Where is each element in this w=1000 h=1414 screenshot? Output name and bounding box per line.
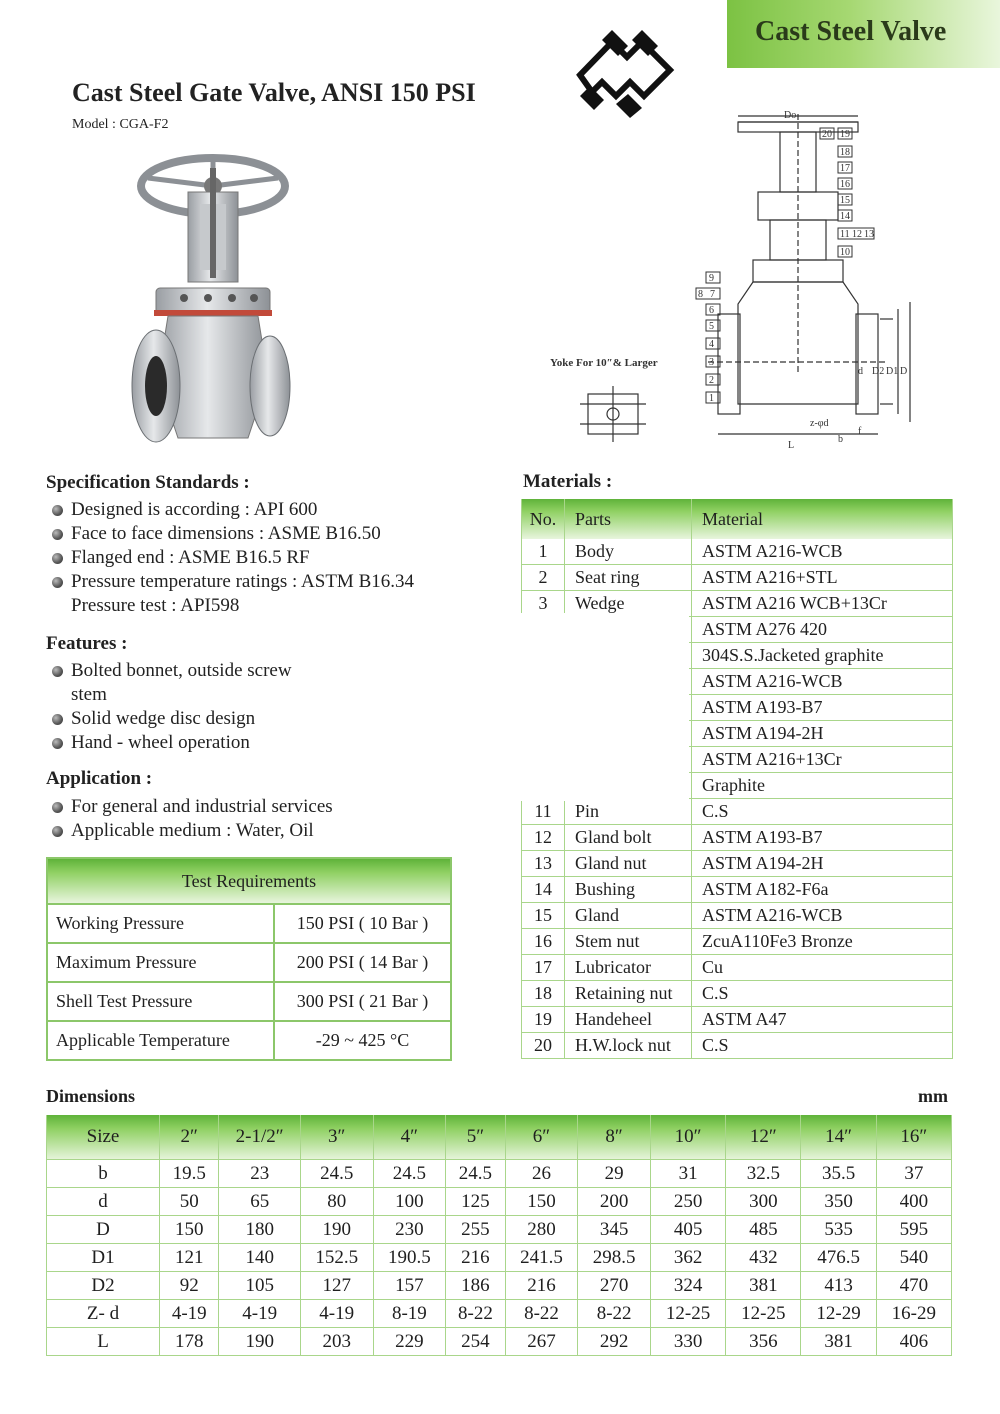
dim-label-z: z-φd bbox=[810, 418, 829, 429]
callout-1: 1 bbox=[709, 393, 714, 404]
dimension-value: 400 bbox=[876, 1188, 951, 1216]
list-item-continuation: stem bbox=[71, 684, 107, 705]
dimension-value: 100 bbox=[373, 1188, 446, 1216]
table-row bbox=[47, 1160, 952, 1188]
dim-label-d: d bbox=[858, 366, 863, 377]
dimension-value: 8-22 bbox=[578, 1300, 651, 1328]
material-cell-part: Gland nut bbox=[565, 851, 692, 877]
product-title: Cast Steel Gate Valve, ANSI 150 PSI bbox=[72, 78, 476, 107]
material-cell-part: Lubricator bbox=[565, 955, 692, 981]
dimension-value: 152.5 bbox=[300, 1244, 373, 1272]
material-cell-mat: C.S bbox=[692, 799, 953, 825]
callout-14: 14 bbox=[840, 211, 850, 222]
bullet-icon bbox=[52, 666, 63, 677]
test-requirements-table bbox=[46, 857, 452, 1061]
yoke-label: Yoke For 10″& Larger bbox=[550, 357, 658, 369]
table-row bbox=[47, 1021, 451, 1060]
dimension-value: 29 bbox=[578, 1160, 651, 1188]
dimension-value: 381 bbox=[726, 1272, 801, 1300]
material-cell-mat: ASTM A194-2H bbox=[692, 851, 953, 877]
application-heading: Application : bbox=[46, 768, 153, 789]
dimension-value: 32.5 bbox=[726, 1160, 801, 1188]
model-number: Model : CGA-F2 bbox=[72, 117, 169, 132]
spec-heading: Specification Standards : bbox=[46, 472, 250, 493]
table-row bbox=[522, 1007, 953, 1033]
dimensions-unit: mm bbox=[918, 1086, 948, 1106]
dimension-value: 476.5 bbox=[801, 1244, 876, 1272]
dimension-label: D2 bbox=[47, 1272, 160, 1300]
dim-label-d2: D2 bbox=[872, 366, 885, 377]
material-cell-mat: 304S.S.Jacketed graphite bbox=[692, 643, 953, 669]
dimension-label: L bbox=[47, 1328, 160, 1356]
dimension-value: 12-25 bbox=[650, 1300, 725, 1328]
material-cell-part: Wedge bbox=[565, 591, 692, 617]
table-row bbox=[47, 982, 451, 1021]
list-item: Bolted bonnet, outside screw bbox=[46, 659, 292, 683]
header-badge bbox=[727, 0, 1000, 68]
dimension-value: 203 bbox=[300, 1328, 373, 1356]
table-row bbox=[522, 825, 953, 851]
material-cell-no: 18 bbox=[522, 981, 565, 1007]
size-column-header: 6″ bbox=[505, 1115, 578, 1160]
material-cell-no: 3 bbox=[522, 591, 565, 617]
dimension-value: 8-22 bbox=[446, 1300, 505, 1328]
callout-16: 16 bbox=[840, 179, 850, 190]
material-cell-mat: ASTM A216 WCB+13Cr bbox=[692, 591, 953, 617]
callout-11: 11 bbox=[840, 229, 850, 240]
material-cell-mat: C.S bbox=[692, 1033, 953, 1059]
callout-8: 8 bbox=[698, 289, 703, 300]
callout-20: 20 bbox=[822, 129, 832, 140]
size-column-header: 2-1/2″ bbox=[219, 1115, 300, 1160]
material-cell-no: 19 bbox=[522, 1007, 565, 1033]
material-cell-mat: ASTM A276 420 bbox=[692, 617, 953, 643]
dimension-value: 24.5 bbox=[446, 1160, 505, 1188]
drawing-label-top: Do bbox=[784, 110, 797, 121]
table-row bbox=[47, 904, 451, 943]
dim-label-D: D bbox=[900, 366, 908, 377]
dimension-value: 470 bbox=[876, 1272, 951, 1300]
table-row bbox=[47, 1328, 952, 1356]
table-row bbox=[522, 799, 953, 825]
dimension-value: 35.5 bbox=[801, 1160, 876, 1188]
dimension-value: 24.5 bbox=[300, 1160, 373, 1188]
dimension-value: 8-22 bbox=[505, 1300, 578, 1328]
list-item: For general and industrial services bbox=[46, 795, 333, 819]
test-value: -29 ~ 425 °C bbox=[274, 1021, 451, 1060]
dimension-value: 230 bbox=[373, 1216, 446, 1244]
dimension-value: 270 bbox=[578, 1272, 651, 1300]
dim-label-L: L bbox=[788, 440, 795, 451]
dimension-value: 157 bbox=[373, 1272, 446, 1300]
material-cell-mat: Graphite bbox=[692, 773, 953, 799]
list-item: Designed is according : API 600 bbox=[46, 498, 414, 522]
table-header-row bbox=[47, 1115, 952, 1160]
test-label: Shell Test Pressure bbox=[47, 982, 274, 1021]
material-cell-mat: ASTM A193-B7 bbox=[692, 695, 953, 721]
dimension-value: 190 bbox=[300, 1216, 373, 1244]
dimension-value: 16-29 bbox=[876, 1300, 951, 1328]
size-column-header: 2″ bbox=[160, 1115, 219, 1160]
dimension-value: 80 bbox=[300, 1188, 373, 1216]
test-table-title: Test Requirements bbox=[47, 858, 451, 904]
material-cell-part: Retaining nut bbox=[565, 981, 692, 1007]
dimension-value: 432 bbox=[726, 1244, 801, 1272]
dimension-value: 300 bbox=[726, 1188, 801, 1216]
table-row bbox=[522, 565, 953, 591]
size-column-header: 10″ bbox=[650, 1115, 725, 1160]
dimension-value: 250 bbox=[650, 1188, 725, 1216]
dimension-value: 180 bbox=[219, 1216, 300, 1244]
list-item: Solid wedge disc design bbox=[46, 707, 292, 731]
bullet-icon bbox=[52, 826, 63, 837]
dimension-value: 140 bbox=[219, 1244, 300, 1272]
material-cell-part: Stem nut bbox=[565, 929, 692, 955]
callout-4: 4 bbox=[709, 339, 714, 350]
dimension-value: 190.5 bbox=[373, 1244, 446, 1272]
list-item: Applicable medium : Water, Oil bbox=[46, 819, 333, 843]
dimension-value: 178 bbox=[160, 1328, 219, 1356]
material-cell-mat: ASTM A193-B7 bbox=[692, 825, 953, 851]
dimension-value: 26 bbox=[505, 1160, 578, 1188]
material-cell-mat: ASTM A47 bbox=[692, 1007, 953, 1033]
material-cell-mat: ASTM A216-WCB bbox=[692, 669, 953, 695]
callout-19: 19 bbox=[840, 129, 850, 140]
material-cell-no: 17 bbox=[522, 955, 565, 981]
material-cell-mat: C.S bbox=[692, 981, 953, 1007]
dimension-value: 121 bbox=[160, 1244, 219, 1272]
callout-15: 15 bbox=[840, 195, 850, 206]
dimension-value: 8-19 bbox=[373, 1300, 446, 1328]
bullet-icon bbox=[52, 577, 63, 588]
material-cell-no: 15 bbox=[522, 903, 565, 929]
table-row bbox=[522, 903, 953, 929]
dimension-value: 23 bbox=[219, 1160, 300, 1188]
material-cell-mat: ZcuA110Fe3 Bronze bbox=[692, 929, 953, 955]
callout-6: 6 bbox=[709, 305, 714, 316]
col-header-material: Material bbox=[692, 499, 953, 539]
dimension-label: Z- d bbox=[47, 1300, 160, 1328]
dimension-value: 19.5 bbox=[160, 1160, 219, 1188]
features-heading: Features : bbox=[46, 633, 128, 654]
dimension-value: 405 bbox=[650, 1216, 725, 1244]
list-item: Flanged end : ASME B16.5 RF bbox=[46, 546, 414, 570]
valve-photo bbox=[128, 148, 298, 450]
size-column-header: 8″ bbox=[578, 1115, 651, 1160]
callout-12: 12 bbox=[852, 229, 862, 240]
dimension-value: 381 bbox=[801, 1328, 876, 1356]
dimension-value: 4-19 bbox=[219, 1300, 300, 1328]
bullet-icon bbox=[52, 529, 63, 540]
bullet-icon bbox=[52, 553, 63, 564]
dimension-value: 216 bbox=[505, 1272, 578, 1300]
dimension-value: 267 bbox=[505, 1328, 578, 1356]
material-cell-mat: Cu bbox=[692, 955, 953, 981]
callout-9: 9 bbox=[709, 273, 714, 284]
table-row bbox=[47, 1188, 952, 1216]
table-row bbox=[47, 943, 451, 982]
dimension-value: 485 bbox=[726, 1216, 801, 1244]
test-value: 300 PSI ( 21 Bar ) bbox=[274, 982, 451, 1021]
list-item-continuation: Pressure test : API598 bbox=[71, 595, 240, 616]
test-label: Applicable Temperature bbox=[47, 1021, 274, 1060]
material-cell-no: 11 bbox=[522, 799, 565, 825]
size-column-header: 12″ bbox=[726, 1115, 801, 1160]
dimension-value: 92 bbox=[160, 1272, 219, 1300]
callout-10: 10 bbox=[840, 247, 850, 258]
application-list bbox=[46, 795, 333, 843]
table-row bbox=[47, 1216, 952, 1244]
dimension-value: 241.5 bbox=[505, 1244, 578, 1272]
dim-label-d1: D1 bbox=[886, 366, 899, 377]
material-cell-no: 13 bbox=[522, 851, 565, 877]
material-cell-no: 16 bbox=[522, 929, 565, 955]
dimension-value: 413 bbox=[801, 1272, 876, 1300]
material-cell-part: Handeheel bbox=[565, 1007, 692, 1033]
callout-17: 17 bbox=[840, 163, 850, 174]
material-cell-mat: ASTM A216-WCB bbox=[692, 903, 953, 929]
bullet-icon bbox=[52, 714, 63, 725]
test-value: 200 PSI ( 14 Bar ) bbox=[274, 943, 451, 982]
callout-18: 18 bbox=[840, 147, 850, 158]
dimension-value: 105 bbox=[219, 1272, 300, 1300]
material-cell-part: H.W.lock nut bbox=[565, 1033, 692, 1059]
dimension-value: 324 bbox=[650, 1272, 725, 1300]
dimensions-table bbox=[46, 1115, 952, 1356]
size-column-header: 16″ bbox=[876, 1115, 951, 1160]
material-cell-mat: ASTM A216-WCB bbox=[692, 539, 953, 565]
material-cell-part: Bushing bbox=[565, 877, 692, 903]
dimension-value: 406 bbox=[876, 1328, 951, 1356]
test-value: 150 PSI ( 10 Bar ) bbox=[274, 904, 451, 943]
dimension-value: 12-25 bbox=[726, 1300, 801, 1328]
dimension-value: 31 bbox=[650, 1160, 725, 1188]
bullet-icon bbox=[52, 505, 63, 516]
cross-section-drawing bbox=[548, 104, 960, 464]
dimension-value: 229 bbox=[373, 1328, 446, 1356]
table-row bbox=[522, 955, 953, 981]
material-cell-no: 12 bbox=[522, 825, 565, 851]
materials-heading: Materials : bbox=[523, 471, 613, 492]
col-header-parts: Parts bbox=[565, 499, 692, 539]
callout-7: 7 bbox=[710, 289, 715, 300]
material-cell-mat: ASTM A216+13Cr bbox=[692, 747, 953, 773]
dim-label-f: f bbox=[858, 426, 862, 437]
size-column-header: 4″ bbox=[373, 1115, 446, 1160]
dimension-value: 186 bbox=[446, 1272, 505, 1300]
size-column-header: 5″ bbox=[446, 1115, 505, 1160]
table-row bbox=[522, 851, 953, 877]
dimension-value: 190 bbox=[219, 1328, 300, 1356]
bullet-icon bbox=[52, 802, 63, 813]
material-cell-no: 20 bbox=[522, 1033, 565, 1059]
col-header-no: No. bbox=[522, 499, 565, 539]
material-cell-mat: ASTM A194-2H bbox=[692, 721, 953, 747]
dimension-value: 65 bbox=[219, 1188, 300, 1216]
material-cell-mat: ASTM A216+STL bbox=[692, 565, 953, 591]
table-row bbox=[522, 539, 953, 565]
dimensions-heading: Dimensions bbox=[46, 1086, 136, 1106]
dimension-value: 362 bbox=[650, 1244, 725, 1272]
dim-label-b: b bbox=[838, 434, 843, 445]
table-row bbox=[522, 1033, 953, 1059]
material-cell-part: Pin bbox=[565, 799, 692, 825]
table-row bbox=[47, 1272, 952, 1300]
dimension-label: b bbox=[47, 1160, 160, 1188]
test-label: Working Pressure bbox=[47, 904, 274, 943]
callout-2: 2 bbox=[709, 375, 714, 386]
spec-list bbox=[46, 498, 414, 618]
dimension-value: 292 bbox=[578, 1328, 651, 1356]
list-item: Pressure temperature ratings : ASTM B16.34 bbox=[46, 570, 414, 594]
dimension-value: 254 bbox=[446, 1328, 505, 1356]
list-item: Hand - wheel operation bbox=[46, 731, 292, 755]
dimension-value: 12-29 bbox=[801, 1300, 876, 1328]
dimension-value: 255 bbox=[446, 1216, 505, 1244]
dimension-value: 127 bbox=[300, 1272, 373, 1300]
dimension-value: 4-19 bbox=[160, 1300, 219, 1328]
dimension-value: 298.5 bbox=[578, 1244, 651, 1272]
dimension-value: 356 bbox=[726, 1328, 801, 1356]
features-list bbox=[46, 659, 292, 755]
table-header-row bbox=[522, 499, 953, 539]
dimension-label: D bbox=[47, 1216, 160, 1244]
table-row bbox=[47, 1244, 952, 1272]
callout-13: 13 bbox=[864, 229, 874, 240]
dimension-value: 200 bbox=[578, 1188, 651, 1216]
dimension-value: 150 bbox=[505, 1188, 578, 1216]
material-cell-no: 2 bbox=[522, 565, 565, 591]
bullet-icon bbox=[52, 738, 63, 749]
material-cell-part: Body bbox=[565, 539, 692, 565]
material-cell-no: 14 bbox=[522, 877, 565, 903]
dimension-value: 37 bbox=[876, 1160, 951, 1188]
dimension-value: 350 bbox=[801, 1188, 876, 1216]
table-cover-patch bbox=[521, 613, 689, 801]
dimension-value: 595 bbox=[876, 1216, 951, 1244]
size-column-header: 14″ bbox=[801, 1115, 876, 1160]
table-row bbox=[522, 877, 953, 903]
dimension-value: 345 bbox=[578, 1216, 651, 1244]
dimension-value: 540 bbox=[876, 1244, 951, 1272]
dimension-value: 216 bbox=[446, 1244, 505, 1272]
dimension-value: 150 bbox=[160, 1216, 219, 1244]
header-badge-text: Cast Steel Valve bbox=[755, 16, 947, 47]
table-row bbox=[522, 981, 953, 1007]
size-header: Size bbox=[47, 1115, 160, 1160]
material-cell-part: Gland bbox=[565, 903, 692, 929]
material-cell-mat: ASTM A182-F6a bbox=[692, 877, 953, 903]
list-item: Face to face dimensions : ASME B16.50 bbox=[46, 522, 414, 546]
callout-3: 3 bbox=[709, 357, 714, 368]
dimension-label: d bbox=[47, 1188, 160, 1216]
material-cell-no: 1 bbox=[522, 539, 565, 565]
dimension-value: 535 bbox=[801, 1216, 876, 1244]
material-cell-part: Gland bolt bbox=[565, 825, 692, 851]
dimension-value: 50 bbox=[160, 1188, 219, 1216]
table-row bbox=[47, 1300, 952, 1328]
material-cell-part: Seat ring bbox=[565, 565, 692, 591]
dimension-value: 24.5 bbox=[373, 1160, 446, 1188]
dimension-value: 280 bbox=[505, 1216, 578, 1244]
test-label: Maximum Pressure bbox=[47, 943, 274, 982]
table-row bbox=[522, 929, 953, 955]
dimension-value: 4-19 bbox=[300, 1300, 373, 1328]
dimension-label: D1 bbox=[47, 1244, 160, 1272]
callout-5: 5 bbox=[709, 321, 714, 332]
dimension-value: 125 bbox=[446, 1188, 505, 1216]
dimension-value: 330 bbox=[650, 1328, 725, 1356]
size-column-header: 3″ bbox=[300, 1115, 373, 1160]
